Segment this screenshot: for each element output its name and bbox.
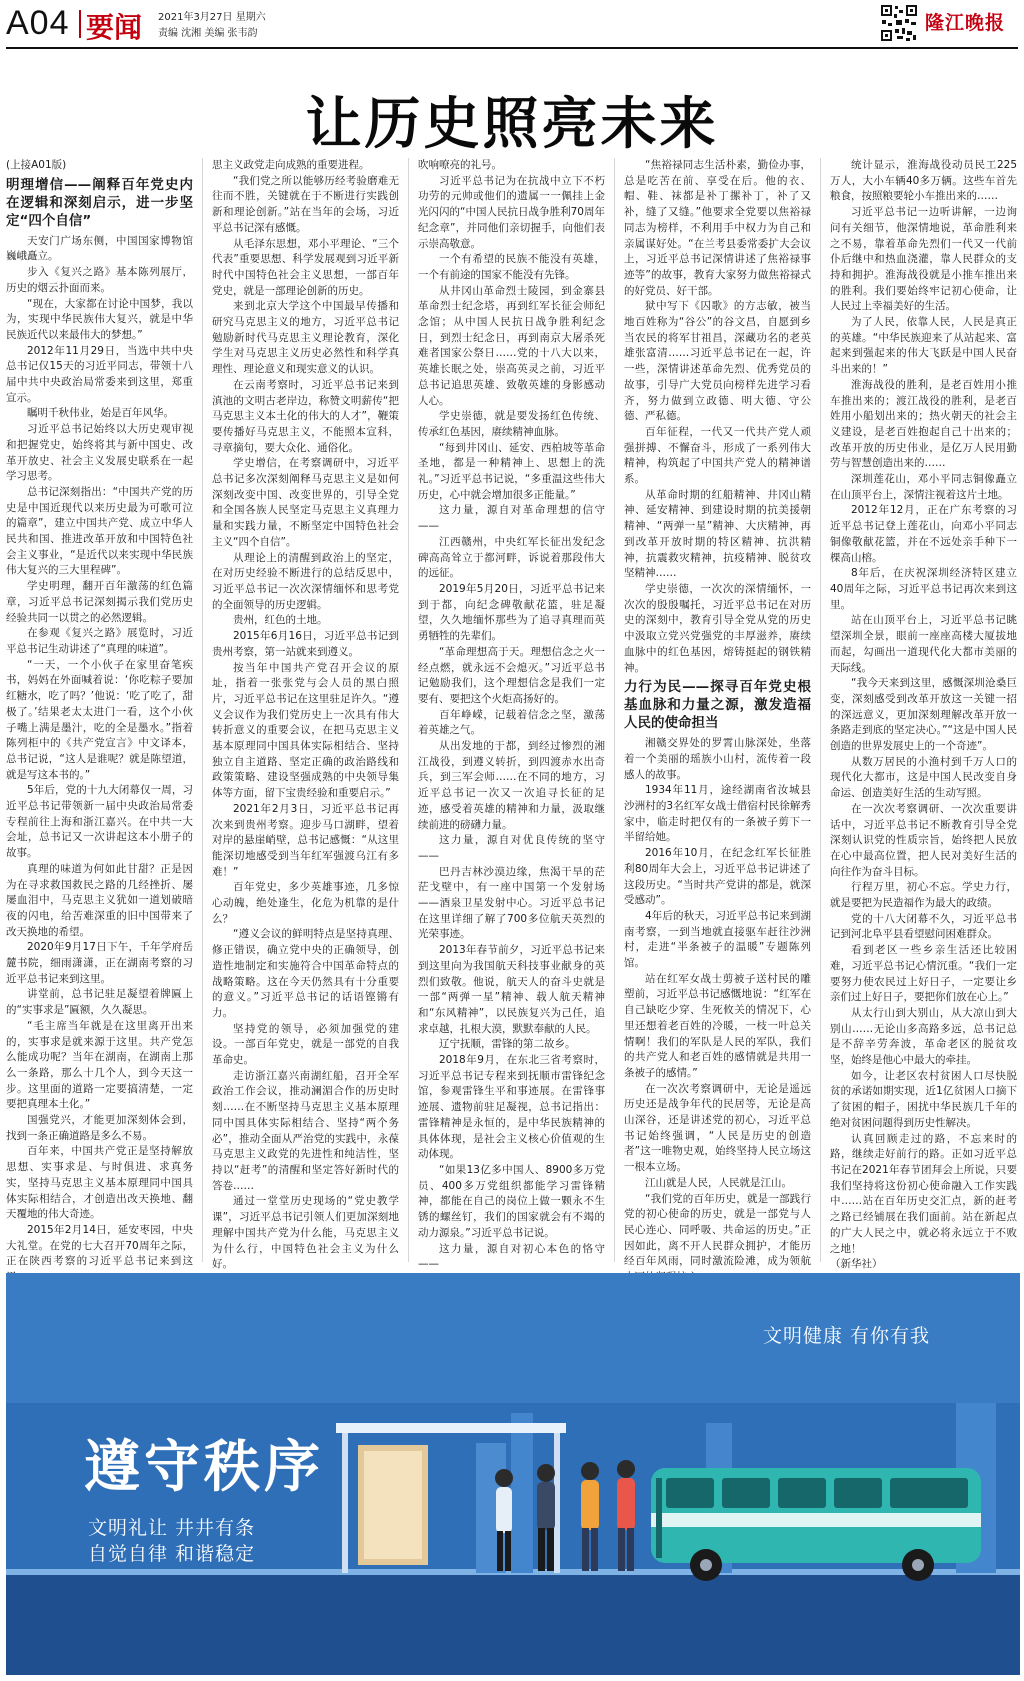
paragraph: 从理论上的清醒到政治上的坚定，在对历史经验不断进行的总结反思中，习近平总书记一次次深情缅怀和思考党的全面领导的历史逻辑。 [212, 551, 399, 611]
paragraph: “焦裕禄同志生活朴素，勤俭办事，总是吃苦在前、享受在后。他的衣、帽、鞋、袜都是补丁摞补丁，补了又补，缝了又缝。”他要求全党要以焦裕禄同志为榜样，不利用手中权力为自己和亲属谋好处。“在兰考县委常委扩大会议上，习近平总书记深情讲述了焦裕禄事迹等”的故事，教育大家努力做焦裕禄式的好党员、好干部。 [624, 159, 811, 297]
paragraph: 按当年中国共产党召开会议的原址，指着一张张党与会人员的黑白照片，习近平总书记在这里驻足许久。“遵义会议作为我们党历史上一次具有伟大转折意义的重要会议，在把马克思主义基本原理同中国具体实际相结合、坚持独立自主道路、坚定正确的政治路线和政策策略、建设坚强成熟的中央领导集体等方面，留下宝贵经验和重要启示。” [212, 661, 399, 800]
paragraph: 在一次次考察调研中，无论是遥远历史还是战争年代的民居等，无论是高山深谷，还是讲述党的初心，习近平总书记始终强调，“人民是历史的创造者”这一唯物史观，始终坚持人民立场这一根本立场。 [624, 1082, 811, 1174]
paragraph: 学史崇德，一次次的深情缅怀，一次次的殷殷嘱托，习近平总书记在对历史的深刻中，教育引导全党从党的历史中汲取立党兴党强党的丰厚滋养，赓续血脉中的红色基因，熔铸挺起的钢铁精神。 [624, 582, 811, 674]
paragraph: 讲堂前，总书记驻足凝望着牌匾上的“实事求是”匾额，久久凝思。 [6, 988, 193, 1017]
paragraph: “一天，一个小伙子在家里奋笔疾书，妈妈在外面喊着说：‘你吃粽子要加红糖水，吃了吗？’他说：‘吃了吃了，甜极了。’结果老太太进门一看，这个小伙子嘴上满是墨汁，吃的全是墨水。”指着陈列柜中的《共产党宣言》中文译本，总书记说，“这人是谁呢？就是陈望道，就是写这本书的。” [6, 658, 193, 781]
paragraph: 百年征程，一代又一代共产党人顽强拼搏、不懈奋斗，形成了一系列伟大精神，构筑起了中国共产党人的精神谱系。 [624, 425, 811, 486]
paragraph: (上接A01版) [6, 159, 67, 171]
paragraph: 一个有希望的民族不能没有英雄，一个有前途的国家不能没有先锋。 [418, 253, 605, 281]
paragraph: “每到井冈山、延安、西柏坡等革命圣地，都是一种精神上、思想上的洗礼。”习近平总书记说，“多重温这些伟大历史，心中就会增加很多正能量。” [418, 441, 605, 501]
paragraph: 在云南考察时，习近平总书记来到滇池的文明古老岸边，称赞文明薪传“把马克思主义本土化的伟大的人才”，鞭策要传播好马克思主义，不能照本宣科，寻章摘句，要大众化、通俗化。 [212, 378, 399, 454]
paragraph: 行程万里，初心不忘。学史力行，就是要把为民造福作为最大的政绩。 [830, 881, 1017, 910]
paragraph: 走访浙江嘉兴南湖红船，召开全军政治工作会议，推动澜湄合作的历史时刻……在不断坚持马克思主义基本原理同中国具体实际相结合、坚持“两个务必”，推动全面从严治党的实践中，永葆马克思主义政党的先进性和纯洁性，坚持以“赶考”的清醒和坚定答好新时代的答卷…… [212, 1069, 399, 1192]
paragraph: 认真回顾走过的路，不忘来时的路，继续走好前行的路。正如习近平总书记在2021年春节团拜会上所说，只要我们坚持将这份初心使命融入工作实践中……站在百年历史交汇点，新的赶考之路已经铺展在我们面前。站在新起点的广大人民之中，就必将永远立于不败之地！ [830, 1132, 1017, 1255]
paragraph: 来到北京大学这个中国最早传播和研究马克思主义的地方，习近平总书记勉励新时代马克思主义理论教育，深化学生对马克思主义历史必然性和科学真理性、理论意义和现实意义的认识。 [212, 300, 399, 376]
paragraph: “遵义会议的鲜明特点是坚持真理、修正错误，确立党中央的正确领导，创造性地制定和实施符合中国革命特点的战略策略。这在今天仍然具有十分重要的意义。”习近平总书记的话语铿锵有力。 [212, 928, 399, 1019]
paragraph: 贵州，红色的土地。 [233, 614, 328, 627]
subheading: 明理增信——阐释百年党史内在逻辑和深刻启示，进一步坚定“四个自信” [6, 176, 193, 229]
paragraph: 这力量，源自对初心本色的恪守—— [418, 1242, 605, 1271]
editor-credits: 责编 沈湘 美编 张韦韵 [158, 28, 258, 39]
column-3 [418, 158, 605, 1271]
paragraph: 通过一堂堂历史现场的“党史教学课”，习近平总书记引领人们更加深刻地理解中国共产党为什么能，马克思主义为什么行，中国特色社会主义为什么好。 [212, 1195, 399, 1271]
paragraph: 从出发地的于都，到经过惨烈的湘江战役，到遵义转折，到四渡赤水出奇兵，到三军会师……在不同的地方，习近平总书记一次又一次追寻长征的足迹，感受着英雄的精神和力量，汲取继续前进的磅礴力量。 [418, 740, 605, 831]
paragraph: 江西赣州，中央红军长征出发纪念碑高高耸立于都河畔，诉说着那段伟大的远征。 [418, 535, 605, 580]
article-body [6, 158, 1018, 1271]
qr-code-icon[interactable] [880, 4, 918, 42]
paragraph: 瞩明千秋伟业，始是百年风华。 [27, 407, 174, 420]
paragraph: 总书记深刻指出：“中国共产党的历史是中国近现代以来历史最为可歌可泣的篇章”，建立中国共产党、成立中华人民共和国、推进改革开放和中国特色社会主义事业，“是近代以来实现中华民族伟大复兴的三大里程碑”。 [6, 485, 193, 577]
public-service-ad [6, 1273, 1020, 1675]
paragraph: 巴丹吉林沙漠边缘，焦渴干旱的茫茫戈壁中，有一座中国第一个发射场——酒泉卫星发射中心。习近平总书记在这里详细了解了700多位航天英烈的光荣事迹。 [418, 865, 605, 941]
paragraph: 坚持党的领导，必须加强党的建设。一部百年党史，就是一部党的自我革命史。 [212, 1022, 399, 1067]
ad-line-2: 自觉自律 和谐稳定 [88, 1543, 256, 1565]
paragraph: 国强党兴，才能更加深刻体会到，找到一条正确道路是多么不易。 [6, 1114, 193, 1142]
paragraph: 统计显示，淮海战役动员民工225万人，大小车辆40多万辆。这些车首先粮食，按照粮要轮小车推出来的…… [830, 159, 1017, 203]
headline: 让历史照亮未来 [305, 92, 719, 157]
paragraph: 从太行山到大别山，从大凉山到大别山……无论山多高路多远，总书记总是不辞辛劳奔波，革命老区的脱贫攻坚，始终是他心中最大的牵挂。 [830, 1006, 1017, 1067]
paragraph: 2018年9月，在东北三省考察时，习近平总书记专程来到抚顺市雷锋纪念馆，参观雷锋生平和事迹展。在雷锋事迹展、遗物前驻足凝视，总书记指出：雷锋精神是永恒的，是中华民族精神的具体体现，是社会主义核心价值观的生动体现。 [418, 1054, 605, 1161]
ad-line-1: 文明礼让 井井有条 [88, 1517, 256, 1539]
paragraph: “革命理想高于天。理想信念之火一经点燃，就永远不会熄灭。”习近平总书记勉励我们，这个理想信念是我们一定要有、要把这个火炬高扬好的。 [418, 645, 605, 705]
column-1 [6, 158, 193, 1268]
issue-date: 2021年3月27日 星期六 [158, 12, 266, 23]
paragraph: 学史明理，翻开百年激荡的红色篇章，习近平总书记深刻揭示我们党历史经验共同一以贯之的必然逻辑。 [6, 580, 193, 624]
paragraph: 真理的味道为何如此甘甜？正是因为在寻求救国救民之路的几经挫折、屡屡血泪中，马克思主义犹如一道划破暗夜的闪电，给苦难深重的旧中国带来了改天换地的希望。 [6, 862, 193, 938]
paragraph: 习近平总书记始终以大历史观审视和把握党史，始终将其与新中国史、改革开放史、社会主义发展史联系在一起学习思考。 [6, 423, 193, 483]
paragraph: 从毛泽东思想，邓小平理论、“三个代表”重要思想、科学发展观到习近平新时代中国特色社会主义思想，一部百年党史，就是一部理论创新的历史。 [212, 237, 399, 297]
masthead-rule [6, 47, 1018, 49]
paragraph: 吹响嘹亮的礼号。 [418, 159, 502, 171]
paragraph: 2015年2月14日，延安枣园，中央大礼堂。在党的七大召开70周年之际，正在陕西考察的习近平总书记来到这 [6, 1224, 193, 1268]
paragraph: 2013年春节前夕，习近平总书记来到这里向为我国航天科技事业献身的英烈们致敬。他说，航天人的奋斗史就是一部“两弹一星”精神、载人航天精神和“东风精神”，以民族复兴为己任，追求卓越，扎根大漠，默默奉献的人民。 [418, 944, 605, 1035]
column-divider [202, 158, 203, 1262]
paragraph: 学史增信，在考察调研中，习近平总书记多次深刻阐释马克思主义是如何深刻改变中国、改变世界的，引导全党和全国各族人民坚定马克思主义真理力量和实践力量，不断坚定中国特色社会主义“四个自信”。 [212, 457, 399, 548]
ad-slogan: 文明健康 有你有我 [762, 1325, 930, 1347]
paragraph: 思主义政党走向成熟的重要进程。 [212, 159, 370, 171]
subheading: 力行为民——探寻百年党史根基血脉和力量之源，激发造福人民的使命担当 [624, 679, 811, 732]
column-2 [212, 158, 399, 1271]
paragraph: “我们党的百年历史，就是一部践行党的初心使命的历史，就是一部党与人民心连心、同呼吸、共命运的历史。”正因如此，离不开人民群众拥护，才能历经百年风雨，同时激流险滩，成为领航 [624, 1192, 811, 1268]
column-5 [830, 158, 1017, 1271]
paragraph: 在参观《复兴之路》展览时，习近平总书记生动讲述了“真理的味道”。 [6, 627, 193, 655]
paragraph: 这力量，源自对革命理想的信守—— [418, 504, 605, 533]
paragraph: “现在，大家都在讨论中国梦，我以为，实现中华民族伟大复兴，就是中华民族近代以来最伟大的梦想。” [6, 297, 193, 341]
paragraph: 学史崇德，就是要发扬红色传统、传承红色基因，赓续精神血脉。 [418, 410, 605, 438]
ad-title: 遵守秩序 [84, 1435, 324, 1500]
paragraph: 这力量，源自对优良传统的坚守—— [418, 834, 605, 862]
paragraph: 8年后，在庆祝深圳经济特区建立40周年之际，习近平总书记再次来到这里。 [830, 567, 1017, 611]
paragraph: 辽宁抚顺，雷锋的第二故乡。 [439, 1038, 576, 1051]
paragraph: 5年后，党的十九大闭幕仅一周，习近平总书记带领新一届中央政治局常委专程前往上海和浙江嘉兴。在中共一大会址，总书记又一次讲起这本小册子的故事。 [6, 784, 193, 860]
paragraph: 百年来，中国共产党正是坚持解放思想、实事求是、与时俱进、求真务实，坚持马克思主义基本原理同中国具体实际相结合，才创造出改天换地、翻天覆地的伟大奇迹。 [6, 1145, 193, 1221]
paragraph: 如今，让老区农村贫困人口尽快脱贫的承诺如期实现，近1亿贫困人口摘下了贫困的帽子，困扰中华民族几千年的绝对贫困问题得到历史性解决。 [830, 1069, 1017, 1129]
paragraph: 1934年11月，途经湖南省汝城县沙洲村的3名红军女战士借宿村民徐解秀家中，临走时把仅有的一条被子剪下一半留给她。 [624, 784, 811, 844]
paragraph: 看到老区一些乡亲生活还比较困难，习近平总书记心情沉重。“我们一定要努力使农民过上好日子，一定要让乡亲们过上好日子，要把你们放在心上。” [830, 944, 1017, 1004]
paragraph: 2019年5月20日，习近平总书记来到于都，向纪念碑敬献花篮，驻足凝望，久久地缅怀那些为了追寻真理而英勇牺牲的先辈们。 [418, 582, 605, 643]
paragraph: 百年党史，多少英雄事迹，几多惊心动魄，绝处逢生，化危为机靠的是什么？ [212, 881, 399, 925]
paragraph: “我们党之所以能够历经考验磨难无往而不胜，关键就在于不断进行实践创新和理论创新。”站在当年的会场，习近平总书记深有感慨。 [212, 174, 399, 234]
column-divider [408, 158, 409, 1262]
paragraph: 湘赣交界处的罗霄山脉深处，坐落着一个美丽的瑶族小山村，流传着一段感人的故事。 [624, 737, 811, 781]
paragraph: 狱中写下《囚歌》的方志敏，被当地百姓称为“谷公”的谷文昌，自愿到乡当农民的将军甘祖昌，深藏功名的老英雄张富清……习近平总书记在一起，许一些，深情讲述革命先烈、优秀党员的故事，引导广大党员向榜样先进学习看齐，努力做到立政德、明大德、守公德、严私德。 [624, 300, 811, 423]
paragraph: 天安门广场东侧，中国国家博物馆巍峨矗立。 [6, 234, 193, 263]
column-divider [820, 158, 821, 1262]
paragraph: 江山就是人民，人民就是江山。 [645, 1176, 792, 1189]
paragraph: 2021年2月3日，习近平总书记再次来到贵州考察。迎步马口湖畔，望着对岸的悬崖峭壁，总书记感慨：“从这里能深切地感受到当年红军强渡乌江有多难！” [212, 802, 399, 878]
paragraph: 步入《复兴之路》基本陈列展厅，历史的烟云扑面而来。 [6, 266, 193, 294]
paragraph: 百年峥嵘，记载着信念之坚，激荡着英雄之气。 [418, 708, 605, 737]
paragraph: 在一次次考察调研、一次次重要讲话中，习近平总书记不断教育引导全党深刻认识党的性质宗旨，始终把人民放在心中最高位置，把人民对美好生活的向往作为奋斗目标。 [830, 802, 1017, 878]
paragraph: 2020年9月17日下午，千年学府岳麓书院，细雨潇潇，正在湖南考察的习近平总书记来到这里。 [6, 941, 193, 985]
paragraph: 习近平总书记为在抗战中立下不朽功劳的元帅或他们的遗属一一佩挂上金光闪闪的“中国人民抗日战争胜利70周年纪念章”，并同他们亲切握手，向他们表示崇高敬意。 [418, 174, 605, 250]
paragraph: “我今天来到这里，感慨深圳沧桑巨变，深刻感受到改革开放这一关键一招的深远意义，更加深刻理解改革开放一条路走到底的坚定决心。”“这是中国人民创造的世界发展史上的一个奇迹”。 [830, 677, 1017, 753]
paragraph: 2012年12月，正在广东考察的习近平总书记登上莲花山，向邓小平同志铜像敬献花篮，并在不远处亲手种下一棵高山榕。 [830, 504, 1017, 564]
paragraph: 从井冈山革命烈士陵园，到金寨县革命烈士纪念塔，再到红军长征会师纪念馆；从中国人民抗日战争胜利纪念日，到烈士纪念日，再到南京大屠杀死难者国家公祭日……党的十八大以来，英雄长眠之处，崇高英灵之前，习近平总书记追思英雄、致敬英雄的身影感动人心。 [418, 284, 605, 407]
paragraph: 习近平总书记一边听讲解，一边询问有关细节，他深情地说，革命胜利来之不易，靠着革命先烈们一代又一代前仆后继中和热血浇灌，靠人民群众的支持和拥护。淮海战役就是小推车推出来的胜利。我们要始终牢记初心使命，让人民过上幸福美好的生活。 [830, 206, 1017, 313]
paragraph: 从革命时期的红船精神、井冈山精神、延安精神、到建设时期的抗美援朝精神、“两弹一星”精神、大庆精神，再到改革开放时期的特区精神、抗洪精神，抗震救灾精神，抗疫精神、脱贫攻坚精神…… [624, 488, 811, 580]
paragraph: 深圳莲花山，邓小平同志铜像矗立在山顶平台上，深情注视着这片土地。 [830, 473, 1017, 501]
section-divider [79, 10, 81, 38]
paragraph: “如果13亿多中国人、8900多万党员、400多万党组织都能学习雷锋精神，都能在自己的岗位上做一颗永不生锈的螺丝钉，我们的国家就会有不竭的动力源泉。”习近平总书记说。 [418, 1164, 605, 1239]
paragraph: 2012年11月29日，当选中共中央总书记仅15天的习近平同志，带领十八届中共中央政治局常委来到这里，郑重宣示。 [6, 344, 193, 404]
paragraph: 2016年10月，在纪念红军长征胜利80周年大会上，习近平总书记讲述了这段历史。“当时共产党讲的都是，就深受感动”。 [624, 847, 811, 907]
column-4 [624, 158, 811, 1268]
newspaper-logo: 隆江晚报 [925, 12, 1006, 34]
paragraph: 2015年6月16日，习近平总书记到贵州考察，第一站就来到遵义。 [212, 630, 399, 658]
paragraph: 党的十八大闭幕不久，习近平总书记到河北阜平县看望慰问困难群众。 [830, 912, 1017, 941]
paragraph: 4年后的秋天，习近平总书记来到湖南考察，一到当地就直接驱车赶往沙洲村，走进“半条被子的温暖”专题陈列馆。 [624, 909, 811, 970]
paragraph: 为了人民，依靠人民，人民是真正的英雄。“中华民族迎来了从站起来、富起来到强起来的伟大飞跃是中国人民奋斗出来的！” [830, 316, 1017, 376]
paragraph: “毛主席当年就是在这里离开出来的，实事求是就来源于这里。共产党怎么能成功呢？当年在湖南，在湖南上那么一条路，那么十几个人，到今天这一步。这里面的道路一定要搞清楚，一定要把真理本土化。” [6, 1019, 193, 1111]
page-number: A04 [6, 4, 70, 42]
paragraph: 淮海战役的胜利，是老百姓用小推车推出来的；渡江战役的胜利，是老百姓用小船划出来的；热火朝天的社会主义建设，是老百姓抱起自己十出来的；改革开放的历史伟业，是亿万人民用勤劳与智慧创造出来的…… [830, 378, 1017, 470]
paragraph: 从数万居民的小渔村到千万人口的现代化大都市，这是中国人民改变自身命运、创造美好生活的生动写照。 [830, 755, 1017, 800]
column-divider [614, 158, 615, 1262]
paragraph: 站在山顶平台上，习近平总书记眺望深圳全景，眼前一座座高楼大厦拔地而起，勾画出一道现代化大都市美丽的天际线。 [830, 614, 1017, 674]
masthead [0, 0, 1024, 56]
section-title: 要闻 [86, 11, 143, 44]
paragraph: 站在红军女战士剪被子送村民的雕塑前，习近平总书记感慨地说：“红军在自己缺吃少穿、生死攸关的情况下，心里还想着老百姓的冷暖，一枝一叶总关情啊！我们的军队是人民的军队，我们的共产党人和老百姓的感情就是共用一条被子的感情。” [624, 972, 811, 1079]
paragraph: （新华社） [830, 1258, 883, 1271]
